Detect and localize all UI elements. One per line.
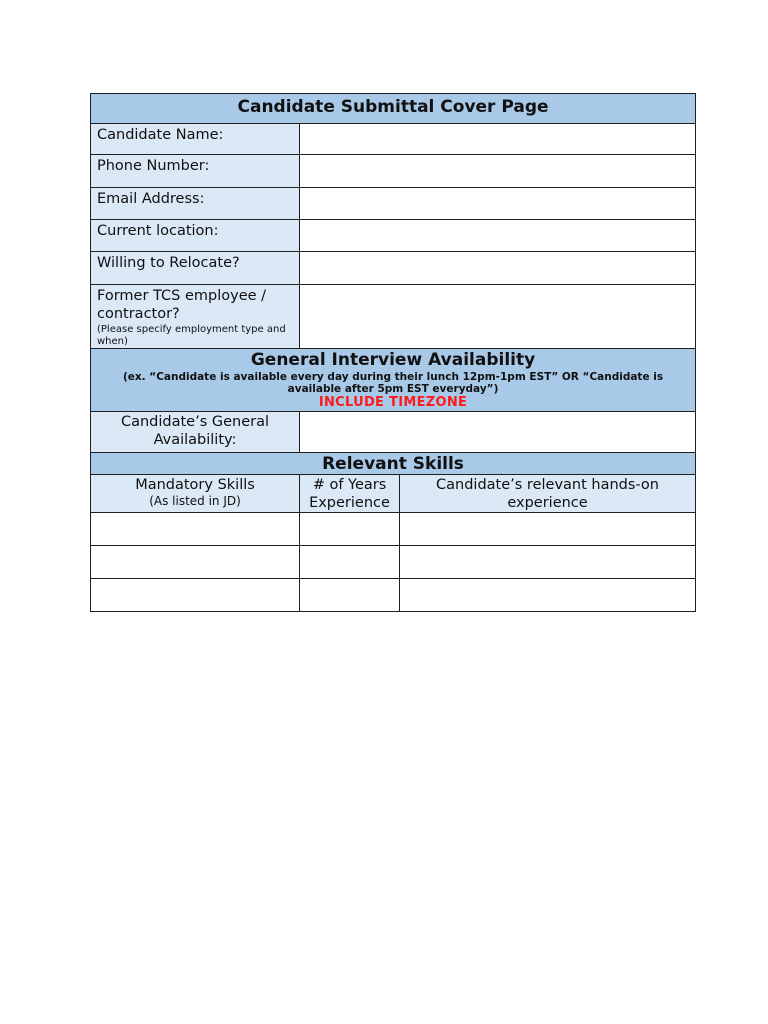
column-header-hands-on-experience: Candidate’s relevant hands-on experience (400, 475, 696, 513)
field-row-candidate-name (91, 124, 696, 155)
field-note-former-employee: (Please specify employment type and when) (97, 324, 286, 347)
field-label-current-location: Current location: (91, 220, 300, 252)
field-row-phone-number (91, 155, 696, 188)
availability-title: General Interview Availability (250, 350, 536, 370)
field-label-willing-to-relocate: Willing to Relocate? (91, 252, 300, 285)
availability-row (91, 412, 696, 453)
skill-experience-cell[interactable] (400, 513, 696, 546)
availability-header-row (91, 349, 696, 412)
field-row-current-location (91, 220, 696, 252)
general-availability-field[interactable] (300, 412, 696, 453)
skills-header-row (91, 453, 696, 475)
candidate-name-field[interactable] (300, 124, 696, 155)
field-row-email-address (91, 188, 696, 220)
availability-example: (ex. “Candidate is available every day during their lunch 12pm-1pm EST” OR “Candidate is available after 5pm EST everyday”) (122, 371, 664, 395)
field-label-former-employee: Former TCS employee / contractor? (97, 288, 267, 322)
availability-label: Candidate’s General Availability: (91, 412, 300, 453)
availability-header (91, 349, 696, 412)
skill-years-cell[interactable] (300, 546, 400, 579)
phone-number-field[interactable] (300, 155, 696, 188)
timezone-warning: INCLUDE TIMEZONE (318, 395, 468, 410)
skill-experience-cell[interactable] (400, 579, 696, 612)
field-label-former-employee-cell (91, 285, 300, 349)
skills-row (91, 513, 696, 546)
former-employee-field[interactable] (300, 285, 696, 349)
submittal-form-table (90, 93, 696, 612)
skills-header (91, 453, 696, 475)
mandatory-skills-note: (As listed in JD) (149, 494, 241, 508)
form-title: Candidate Submittal Cover Page (91, 94, 696, 124)
skill-years-cell[interactable] (300, 579, 400, 612)
skill-name-cell[interactable] (91, 546, 300, 579)
skills-row (91, 579, 696, 612)
willing-to-relocate-field[interactable] (300, 252, 696, 285)
field-label-candidate-name: Candidate Name: (91, 124, 300, 155)
skill-experience-cell[interactable] (400, 546, 696, 579)
field-label-phone-number: Phone Number: (91, 155, 300, 188)
field-row-former-employee (91, 285, 696, 349)
column-header-mandatory-skills (91, 475, 300, 513)
skills-title: Relevant Skills (322, 454, 464, 474)
current-location-field[interactable] (300, 220, 696, 252)
title-row (91, 94, 696, 124)
skills-column-header-row (91, 475, 696, 513)
mandatory-skills-label: Mandatory Skills (135, 477, 255, 493)
skills-row (91, 546, 696, 579)
skill-years-cell[interactable] (300, 513, 400, 546)
skill-name-cell[interactable] (91, 579, 300, 612)
field-row-willing-to-relocate (91, 252, 696, 285)
email-address-field[interactable] (300, 188, 696, 220)
skill-name-cell[interactable] (91, 513, 300, 546)
field-label-email-address: Email Address: (91, 188, 300, 220)
column-header-years-experience: # of Years Experience (300, 475, 400, 513)
